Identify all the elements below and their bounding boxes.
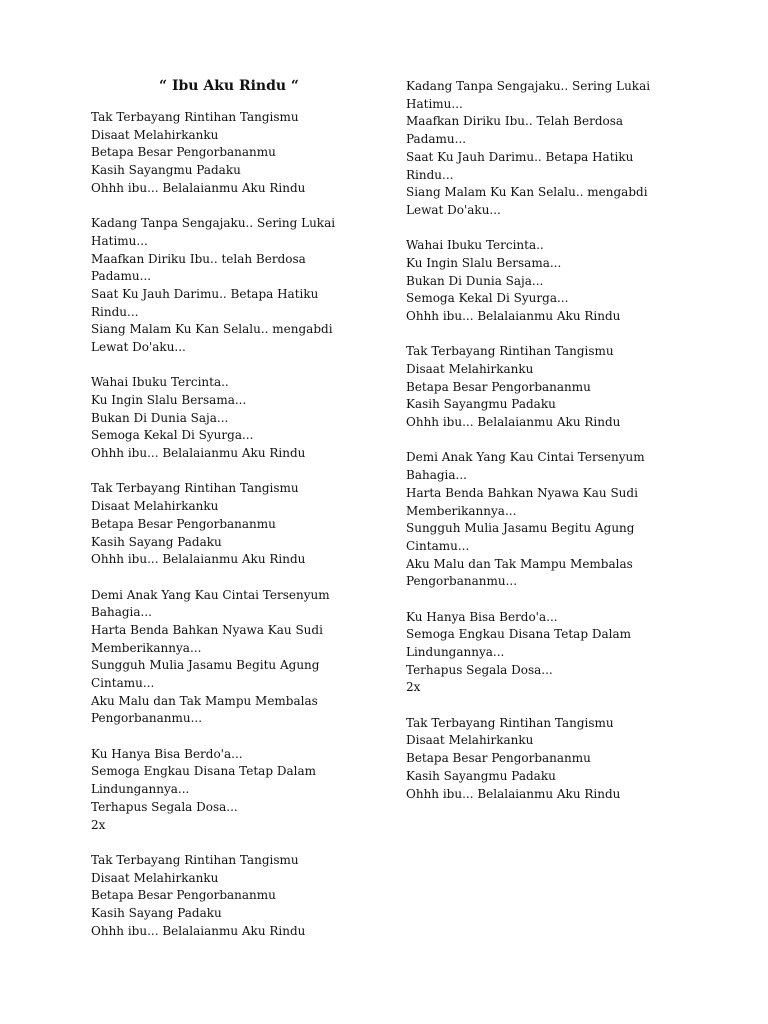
lyric-line: Ohhh ibu... Belalaianmu Aku Rindu (91, 180, 306, 195)
lyric-line: Wahai Ibuku Tercinta.. (91, 375, 229, 390)
lyric-line: Kasih Sayangmu Padaku (91, 163, 241, 178)
stanza (406, 78, 696, 220)
lyric-line: Cintamu... (406, 538, 470, 553)
lyric-line: Rindu... (91, 304, 139, 319)
lyric-line: Pengorbananmu... (91, 711, 203, 726)
lyric-line: Hatimu... (91, 233, 148, 248)
lyric-line: Memberikannya... (91, 640, 202, 655)
lyric-line: Ohhh ibu... Belalaianmu Aku Rindu (406, 786, 621, 801)
lyric-line: Kasih Sayangmu Padaku (406, 397, 556, 412)
lyric-line: Hatimu... (406, 96, 463, 111)
stanza (91, 746, 361, 835)
right-stanzas (406, 78, 696, 821)
lyric-line: Bukan Di Dunia Saja... (406, 273, 544, 288)
lyric-line: Terhapus Segala Dosa... (406, 662, 553, 677)
lyric-line: Betapa Besar Pengorbananmu (406, 379, 591, 394)
stanza (91, 109, 361, 198)
lyric-line: Harta Benda Bahkan Nyawa Kau Sudi (91, 622, 323, 637)
lyric-line: Ohhh ibu... Belalaianmu Aku Rindu (91, 552, 306, 567)
lyric-line: Lindungannya... (406, 645, 505, 660)
lyric-line: Betapa Besar Pengorbananmu (406, 751, 591, 766)
lyric-line: Semoga Kekal Di Syurga... (406, 291, 569, 306)
stanza (406, 237, 696, 326)
lyric-line: Disaat Melahirkanku (91, 499, 219, 514)
lyric-line: Aku Malu dan Tak Mampu Membalas (406, 556, 633, 571)
lyric-line: Semoga Engkau Disana Tetap Dalam (91, 764, 316, 779)
lyric-line: Demi Anak Yang Kau Cintai Tersenyum (91, 587, 330, 602)
lyric-line: Betapa Besar Pengorbananmu (91, 516, 276, 531)
lyric-line: Kadang Tanpa Sengajaku.. Sering Lukai (91, 216, 336, 231)
lyric-line: 2x (406, 680, 421, 695)
stanza (406, 449, 696, 591)
lyric-line: Tak Terbayang Rintihan Tangismu (91, 481, 299, 496)
lyric-line: Ku Hanya Bisa Berdo'a... (91, 746, 243, 761)
lyric-line: Ku Hanya Bisa Berdo'a... (406, 609, 558, 624)
lyric-line: Kasih Sayang Padaku (91, 905, 222, 920)
lyric-line: Pengorbananmu... (406, 574, 518, 589)
lyric-line: Saat Ku Jauh Darimu.. Betapa Hatiku (91, 286, 319, 301)
stanza (406, 715, 696, 804)
lyric-line: Ohhh ibu... Belalaianmu Aku Rindu (91, 446, 306, 461)
lyric-line: Kadang Tanpa Sengajaku.. Sering Lukai (406, 79, 651, 93)
lyric-line: Tak Terbayang Rintihan Tangismu (91, 852, 299, 867)
stanza (406, 343, 696, 432)
lyric-line: Sungguh Mulia Jasamu Begitu Agung (91, 658, 320, 673)
lyric-line: Harta Benda Bahkan Nyawa Kau Sudi (406, 485, 638, 500)
lyric-line: 2x (91, 817, 106, 832)
lyric-line: Lindungannya... (91, 782, 190, 797)
page-title: “ Ibu Aku Rindu “ (159, 78, 299, 94)
lyric-line: Kasih Sayang Padaku (91, 534, 222, 549)
stanza (91, 215, 361, 357)
lyric-line: Lewat Do'aku... (91, 340, 186, 355)
lyric-line: Padamu... (406, 132, 467, 147)
lyric-line: Lewat Do'aku... (406, 202, 501, 217)
lyric-line: Semoga Engkau Disana Tetap Dalam (406, 627, 631, 642)
lyric-line: Bukan Di Dunia Saja... (91, 410, 229, 425)
lyric-line: Aku Malu dan Tak Mampu Membalas (91, 693, 318, 708)
lyric-line: Demi Anak Yang Kau Cintai Tersenyum (406, 450, 645, 465)
lyric-line: Bahagia... (91, 605, 152, 620)
lyric-line: Kasih Sayangmu Padaku (406, 768, 556, 783)
lyric-line: Cintamu... (91, 676, 155, 691)
lyric-line: Tak Terbayang Rintihan Tangismu (406, 715, 614, 730)
lyric-line: Siang Malam Ku Kan Selalu.. mengabdi (91, 322, 333, 337)
lyric-line: Betapa Besar Pengorbananmu (91, 888, 276, 903)
stanza (91, 852, 361, 941)
left-stanzas (91, 109, 361, 958)
lyric-line: Betapa Besar Pengorbananmu (91, 145, 276, 160)
lyric-line: Rindu... (406, 167, 454, 182)
lyric-line: Semoga Kekal Di Syurga... (91, 428, 254, 443)
lyric-line: Siang Malam Ku Kan Selalu.. mengabdi (406, 185, 648, 200)
lyric-line: Saat Ku Jauh Darimu.. Betapa Hatiku (406, 149, 634, 164)
lyric-line: Maafkan Diriku Ibu.. telah Berdosa (91, 251, 306, 266)
lyric-line: Ohhh ibu... Belalaianmu Aku Rindu (406, 309, 621, 324)
lyric-line: Disaat Melahirkanku (406, 733, 534, 748)
lyric-line: Ku Ingin Slalu Bersama... (91, 393, 247, 408)
lyric-line: Terhapus Segala Dosa... (91, 799, 238, 814)
lyric-line: Sungguh Mulia Jasamu Begitu Agung (406, 521, 635, 536)
lyric-line: Tak Terbayang Rintihan Tangismu (406, 344, 614, 359)
lyric-line: Wahai Ibuku Tercinta.. (406, 238, 544, 253)
lyric-line: Disaat Melahirkanku (406, 362, 534, 377)
lyric-line: Maafkan Diriku Ibu.. Telah Berdosa (406, 114, 624, 129)
stanza (91, 480, 361, 569)
lyric-line: Padamu... (91, 269, 152, 284)
stanza (406, 609, 696, 698)
stanza (91, 374, 361, 463)
lyric-line: Disaat Melahirkanku (91, 127, 219, 142)
lyric-line: Disaat Melahirkanku (91, 870, 219, 885)
lyric-line: Ku Ingin Slalu Bersama... (406, 255, 562, 270)
lyric-line: Bahagia... (406, 468, 467, 483)
lyric-line: Ohhh ibu... Belalaianmu Aku Rindu (91, 923, 306, 938)
stanza (91, 587, 361, 729)
lyric-line: Memberikannya... (406, 503, 517, 518)
lyric-line: Tak Terbayang Rintihan Tangismu (91, 110, 299, 124)
lyric-line: Ohhh ibu... Belalaianmu Aku Rindu (406, 415, 621, 430)
